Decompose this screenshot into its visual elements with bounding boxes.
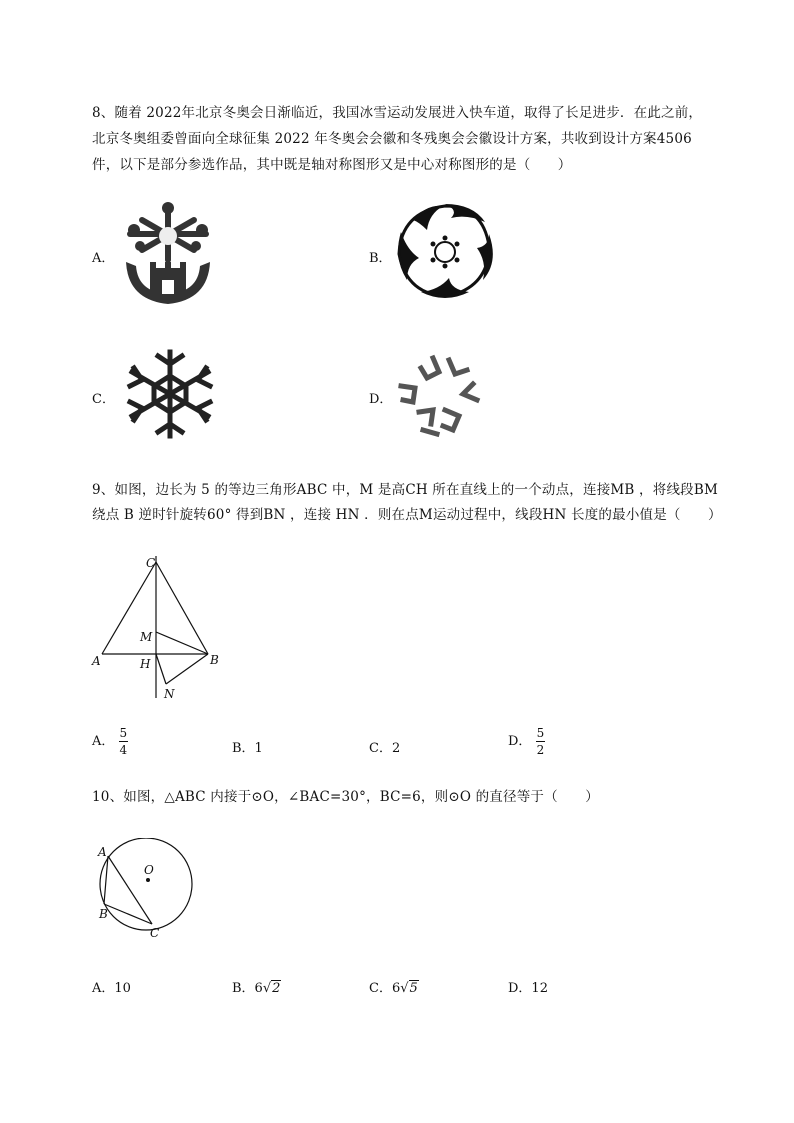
q8-option-c-label: C． [92,392,115,407]
q9-label-c: C [146,556,156,570]
q9-option-c: C．2 [369,741,401,756]
q9-option-d-numerator: 5 [536,726,545,740]
q9-option-a [92,727,128,756]
q9-label-n: N [164,687,175,701]
q10-option-d: D．12 [508,981,548,996]
q8-option-d-label: D． [369,392,393,407]
q9-triangle-figure [88,552,228,704]
q9-option-a-label: A． [92,734,115,749]
q9-label-h: H [140,657,151,671]
q10-circle-o [100,838,192,930]
q10-label-a: A [98,845,107,859]
q10-circle-figure [90,838,202,942]
q10-option-b-radicand: 2 [272,981,281,996]
q10-option-b [232,977,281,996]
q10-option-c [369,977,419,996]
q9-option-a-numerator: 5 [119,726,128,740]
q8-option-a-label: A． [92,251,115,266]
q9-option-a-denominator: 4 [119,743,128,757]
q9-segment-mb [156,632,208,654]
q9-label-b: B [210,653,219,667]
q10-option-a: A．10 [92,981,131,996]
q8-option-a-emblem [120,200,216,306]
q10-option-c-sqrt: √5 [400,981,418,996]
q10-center-point [146,878,150,882]
q8-option-b-emblem [393,202,497,300]
q10-text-line1: 10、如图，△ABC 内接于⊙O，∠BAC=30°，BC=6，则⊙O 的直径等于（ ） [92,789,599,805]
q8-text-line1: 8、随着 2022年北京冬奥会日渐临近，我国冰雪运动发展进入快车道，取得了长足进步．在此之前， [92,105,703,121]
q9-option-d-label: D． [508,734,532,749]
q8-option-c-emblem [120,346,220,442]
q8-text-line2: 北京冬奥组委曾面向全球征集 2022 年冬奥会会徽和冬残奥会会徽设计方案，共收到设计方案4506 [92,131,692,147]
q10-option-c-label: C．6 [369,981,401,996]
q8-option-b-label: B． [369,251,392,266]
q9-option-d [508,727,545,756]
q9-option-d-denominator: 2 [536,743,545,757]
q9-option-d-fraction [536,727,546,756]
q9-segment-bn [166,654,208,684]
q10-option-b-label: B．6 [232,981,263,996]
q9-option-a-fraction [119,727,129,756]
q9-text-line2: 绕点 B 逆时针旋转60° 得到BN ，连接 HN ．则在点M运动过程中，线段HN 长度的最小值是（ ） [92,507,722,523]
q10-option-b-sqrt: √2 [262,981,281,996]
q8-text-line3: 件，以下是部分参选作品，其中既是轴对称图形又是中心对称图形的是（ ） [92,157,572,173]
q9-segment-hn [156,654,166,684]
q10-label-b: B [99,907,108,921]
q8-option-d-emblem [393,350,487,440]
q9-label-a: A [92,654,101,668]
q9-text-line1: 9、如图，边长为 5 的等边三角形ABC 中，M 是高CH 所在直线上的一个动点，连接MB ，将线段BM [92,482,718,498]
q10-option-c-radicand: 5 [409,981,418,996]
q10-label-o: O [144,863,154,877]
q9-option-b: B．1 [232,741,263,756]
q9-side-cb [156,562,208,654]
q9-label-m: M [140,630,153,644]
q10-label-c: C [150,926,160,940]
